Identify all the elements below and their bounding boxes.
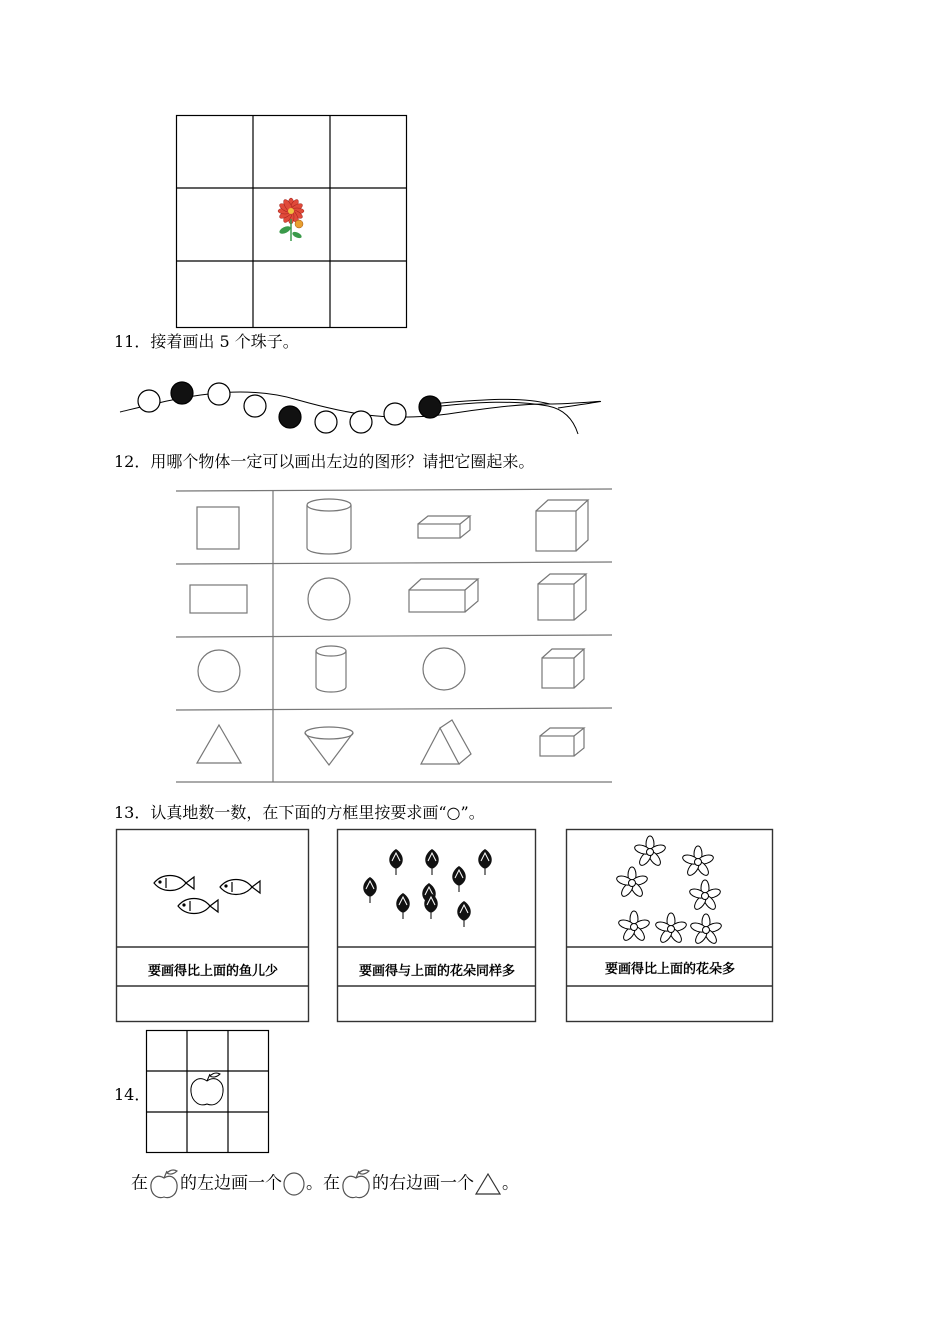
flower-bud-icon bbox=[425, 849, 439, 875]
bead-white bbox=[315, 411, 337, 433]
triangular-prism-icon[interactable] bbox=[421, 720, 471, 764]
circle-shape bbox=[198, 650, 240, 692]
long-box-icon[interactable] bbox=[409, 579, 478, 612]
bead-white bbox=[384, 403, 406, 425]
question-14-number: 14． bbox=[114, 1085, 151, 1104]
question-12 bbox=[114, 452, 534, 472]
rectangle-shape bbox=[190, 585, 247, 613]
bead-string bbox=[118, 376, 568, 440]
flat-box-icon[interactable] bbox=[540, 728, 584, 756]
count-box-buds bbox=[337, 829, 537, 1024]
flower-outline-icon bbox=[655, 913, 688, 944]
sphere-icon[interactable] bbox=[423, 648, 465, 690]
apple-icon bbox=[148, 1168, 180, 1200]
apple-icon bbox=[340, 1168, 372, 1200]
question-11 bbox=[114, 332, 299, 352]
cylinder-icon[interactable] bbox=[316, 646, 346, 692]
bead-white bbox=[244, 395, 266, 417]
flower-outline-icon bbox=[682, 846, 715, 877]
flower-bud-icon bbox=[396, 893, 410, 919]
question-text: 认真地数一数，在下面的方框里按要求画“○”。 bbox=[150, 803, 485, 822]
box-label: 要画得与上面的花朵同样多 bbox=[358, 964, 515, 979]
count-box-fish bbox=[116, 829, 310, 1024]
bead-black bbox=[171, 382, 193, 404]
apple-grid bbox=[146, 1030, 270, 1154]
count-box-flowers bbox=[566, 829, 774, 1024]
flower-outline-icon bbox=[616, 867, 649, 898]
cube-icon[interactable] bbox=[536, 500, 588, 551]
flower-outline-icon bbox=[689, 880, 722, 911]
circle-icon bbox=[282, 1171, 306, 1197]
apple-icon bbox=[191, 1073, 223, 1105]
fish-icon bbox=[220, 880, 260, 895]
question-number: 11． bbox=[114, 332, 151, 351]
question-text: 接着画出 5 个珠子。 bbox=[150, 332, 299, 351]
flower-outline-icon bbox=[618, 911, 651, 942]
cube-icon[interactable] bbox=[542, 649, 584, 688]
flower-outline-icon bbox=[634, 836, 667, 867]
triangle-icon bbox=[474, 1171, 502, 1197]
cube-icon[interactable] bbox=[538, 574, 586, 620]
question-14-instruction: 在 的左边画一个 。在 的右边画一个 。 bbox=[131, 1168, 519, 1200]
flower-icon bbox=[278, 198, 304, 241]
cone-icon[interactable] bbox=[305, 727, 353, 765]
fish-icon bbox=[178, 899, 218, 914]
fish-icon bbox=[154, 876, 194, 891]
flower-bud-icon bbox=[478, 849, 492, 875]
bead-black bbox=[279, 406, 301, 428]
triangle-shape bbox=[197, 725, 241, 763]
question-13 bbox=[114, 803, 485, 823]
flower-grid bbox=[176, 115, 408, 329]
bead-white bbox=[208, 383, 230, 405]
square-shape bbox=[197, 507, 239, 549]
flower-bud-icon bbox=[363, 877, 377, 903]
bead-black bbox=[419, 396, 441, 418]
question-text: 用哪个物体一定可以画出左边的图形？请把它圈起来。 bbox=[150, 452, 535, 471]
box-label: 要画得比上面的花朵多 bbox=[604, 962, 735, 977]
flower-bud-icon bbox=[452, 866, 466, 892]
cylinder-icon[interactable] bbox=[307, 499, 351, 554]
question-number: 12． bbox=[114, 452, 151, 471]
question-number: 13． bbox=[114, 803, 151, 822]
flower-outline-icon bbox=[690, 914, 723, 945]
flat-box-icon[interactable] bbox=[418, 516, 470, 538]
flower-bud-icon bbox=[457, 901, 471, 927]
box-label: 要画得比上面的鱼儿少 bbox=[147, 964, 278, 979]
bead-white bbox=[350, 411, 372, 433]
shapes-table bbox=[176, 488, 616, 786]
flower-bud-icon bbox=[389, 849, 403, 875]
bead-white bbox=[138, 390, 160, 412]
sphere-icon[interactable] bbox=[308, 578, 350, 620]
